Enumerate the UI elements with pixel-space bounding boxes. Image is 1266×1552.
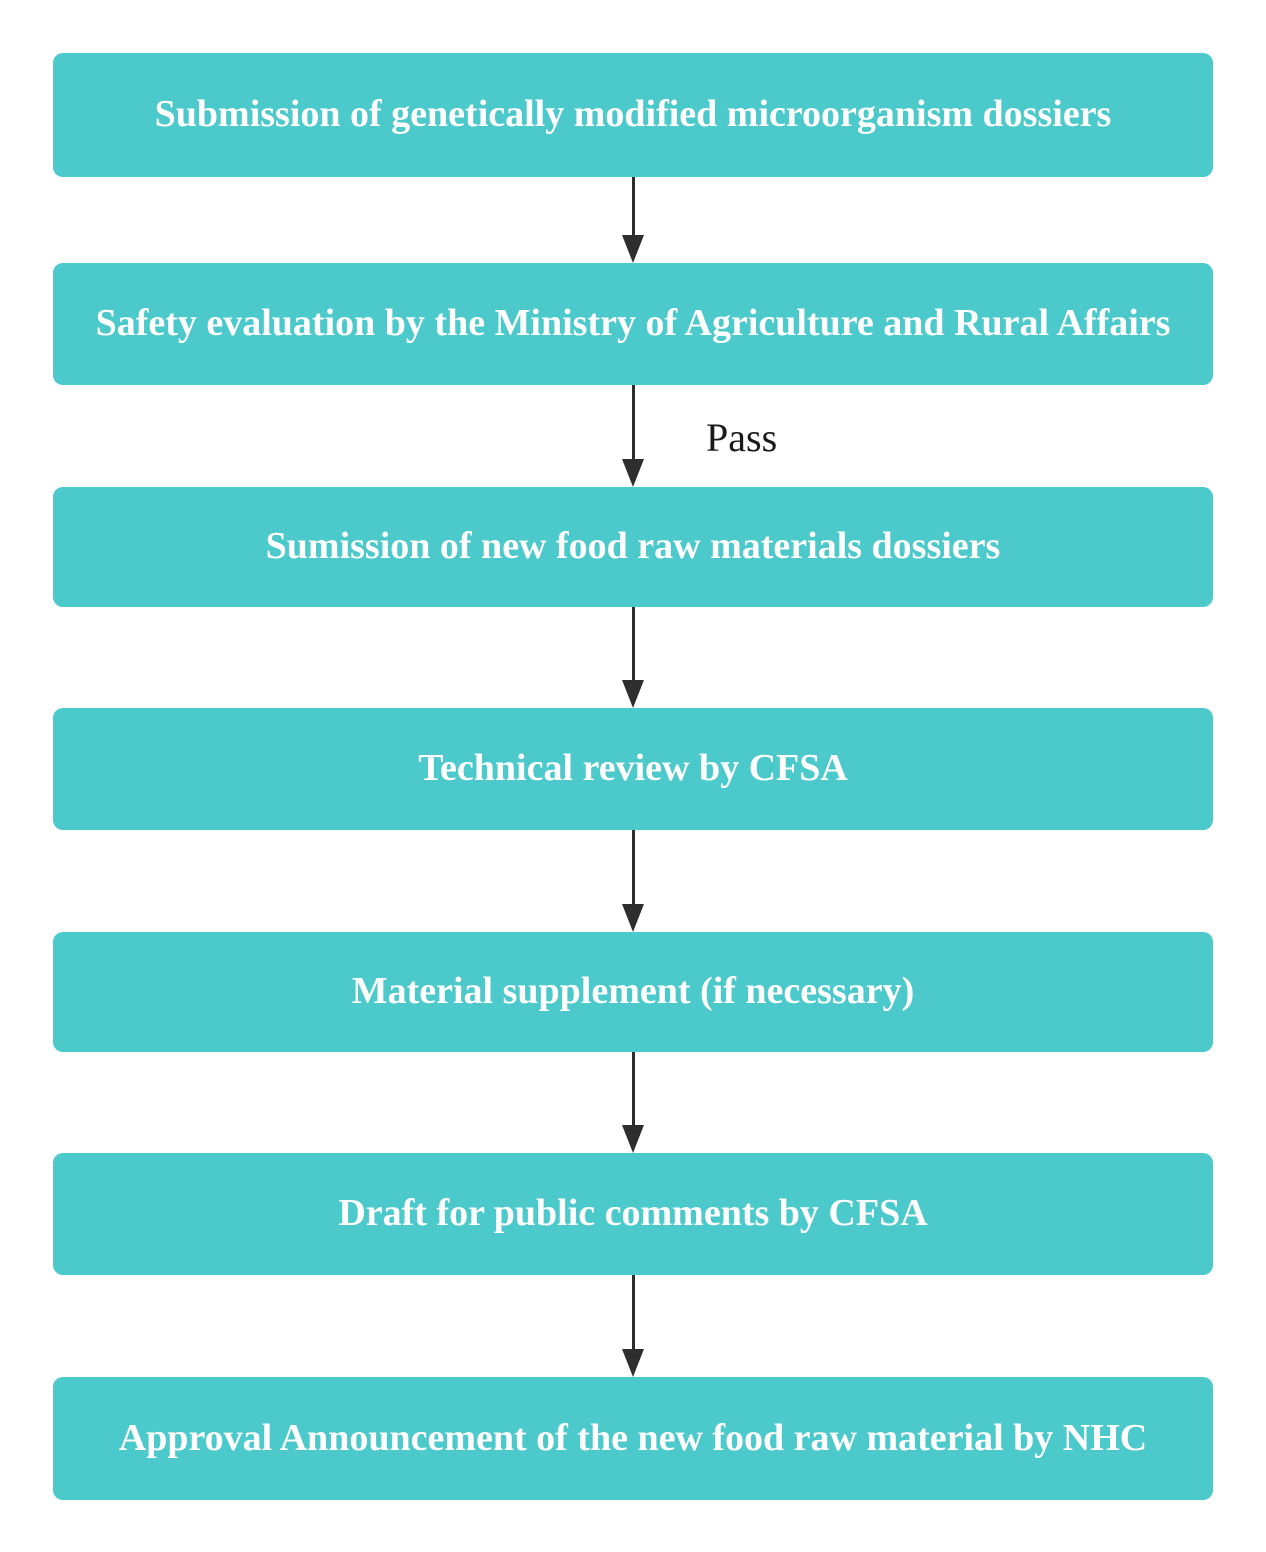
arrow-down-icon: [622, 904, 644, 932]
connector-pass-label: Pass: [706, 415, 778, 460]
flow-step-submission-new-food-dossiers: [53, 487, 1213, 607]
flow-step-technical-review-cfsa: [53, 708, 1213, 830]
flow-step-label: Draft for public comments by CFSA: [338, 1192, 928, 1235]
arrow-stem: [632, 607, 635, 680]
flow-arrow-5: [611, 1052, 655, 1153]
flow-step-label: Material supplement (if necessary): [351, 970, 915, 1013]
flow-arrow-1: [611, 177, 655, 263]
flow-step-label: Sumission of new food raw materials dossiers: [265, 525, 1001, 568]
flow-step-label: Submission of genetically modified microorganism dossiers: [154, 93, 1112, 136]
flow-step-material-supplement: [53, 932, 1213, 1052]
flow-step-label: Technical review by CFSA: [418, 747, 848, 790]
flow-arrow-2: [611, 385, 655, 487]
arrow-down-icon: [622, 235, 644, 263]
flow-step-draft-public-comments-cfsa: [53, 1153, 1213, 1275]
arrow-down-icon: [622, 1349, 644, 1377]
flow-step-label: Safety evaluation by the Ministry of Agriculture and Rural Affairs: [95, 302, 1171, 345]
flow-arrow-4: [611, 830, 655, 932]
arrow-stem: [632, 1052, 635, 1125]
arrow-stem: [632, 385, 635, 459]
flow-arrow-3: [611, 607, 655, 708]
arrow-stem: [632, 830, 635, 904]
flow-step-label: Approval Announcement of the new food raw material by NHC: [118, 1416, 1148, 1459]
flow-step-approval-announcement-nhc: [53, 1377, 1213, 1500]
flow-step-submission-gmm-dossiers: [53, 53, 1213, 177]
arrow-stem: [632, 1275, 635, 1349]
flow-arrow-6: [611, 1275, 655, 1377]
arrow-down-icon: [622, 459, 644, 487]
flow-step-safety-evaluation-mara: [53, 263, 1213, 385]
arrow-stem: [632, 177, 635, 235]
arrow-down-icon: [622, 680, 644, 708]
arrow-down-icon: [622, 1125, 644, 1153]
